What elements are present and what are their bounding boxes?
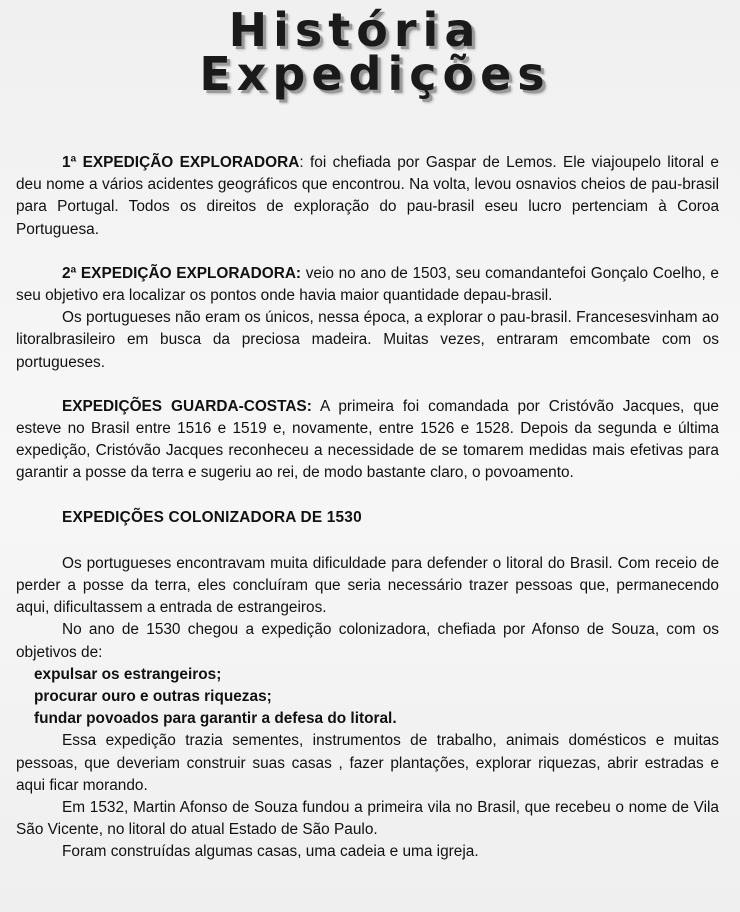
document-body [16, 152, 719, 864]
heading-exp2: 2ª EXPEDIÇÃO EXPLORADORA: [62, 264, 302, 282]
title-line-1: História [228, 3, 482, 57]
list-item-3: fundar povoados para garantir a defesa do litoral. [34, 710, 397, 728]
list-item-1: expulsar os estrangeiros; [34, 665, 222, 683]
paragraph-exp1 [16, 152, 719, 241]
paragraph-colonizadora-4: Em 1532, Martin Afonso de Souza fundou a primeira vila no Brasil, que recebeu o nome de Vila São Vicente, no litoral do atual Estado de São Paulo. [16, 799, 719, 839]
paragraph-exp2-b: Os portugueses não eram os únicos, nessa época, a explorar o pau-brasil. Francesesvinham ao litoralbrasileiro em busca da preciosa madeira. Muitas vezes, entraram emcombate com os portugueses. [16, 309, 719, 371]
paragraph-colonizadora-1: Os portugueses encontravam muita dificuldade para defender o litoral do Brasil. Com receio de perder a posse da terra, eles concluíram que seria necessário trazer pessoas que, permanecendo aqui, dificultassem a entrada de estrangeiros. [16, 554, 719, 617]
paragraph-colonizadora-3: Essa expedição trazia sementes, instrumentos de trabalho, animais domésticos e muitas pessoas, que deveriam construir suas casas , fazer plantações, explorar riquezas, abrir estradas e aqui ficar morando. [16, 732, 719, 794]
text-exp1: : foi chefiada por Gaspar de Lemos. Ele viajoupelo litoral e deu nome a vários acidentes geográficos que encontrou. Na volta, levou osnavios cheios de pau-brasil para Portugal. Todos os direitos de exploração do pau-brasil eseu lucro pertenciam à Coroa Portuguesa. [16, 154, 719, 238]
list-item-2: procurar ouro e outras riquezas; [34, 688, 272, 706]
page-title [0, 3, 740, 101]
heading-guarda: EXPEDIÇÕES GUARDA-COSTAS: [62, 397, 312, 415]
heading-colonizadora: EXPEDIÇÕES COLONIZADORA DE 1530 [62, 508, 362, 526]
title-line-2: Expedições [199, 47, 551, 101]
paragraph-exp2 [16, 263, 719, 307]
paragraph-colonizadora-2: No ano de 1530 chegou a expedição colonizadora, chefiada por Afonso de Souza, com os objetivos de: [16, 621, 719, 661]
text-guarda: A primeira foi comandada por Cristóvão Jacques, que esteve no Brasil entre 1516 e 1519 e, novamente, entre 1526 e 1528. Depois da segunda e última expedição, Cristóvão Jacques reconheceu a necessidade de se tomarem medidas mais efetivas para garantir a posse da terra e sugeriu ao rei, de modo bastante claro, o povoamento. [16, 397, 719, 482]
text-exp2: veio no ano de 1503, seu comandantefoi Gonçalo Coelho, e seu objetivo era localizar os pontos onde havia maior quantidade depau-brasil. [16, 264, 719, 305]
paragraph-guarda [16, 396, 719, 485]
paragraph-colonizadora-5: Foram construídas algumas casas, uma cadeia e uma igreja. [62, 843, 479, 861]
heading-exp1: 1ª EXPEDIÇÃO EXPLORADORA [62, 154, 300, 171]
